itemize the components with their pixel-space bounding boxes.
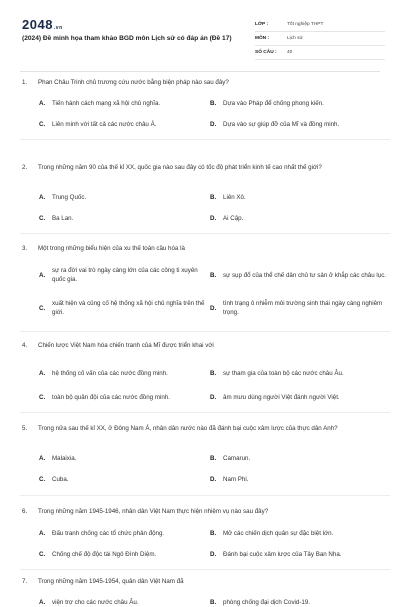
option-letter: D.: [210, 214, 217, 222]
option-a[interactable]: [39, 528, 209, 538]
option-letter: C.: [39, 214, 46, 222]
question-6: [22, 507, 390, 573]
option-letter: D.: [210, 393, 217, 401]
option-letter: A.: [39, 454, 46, 462]
worksheet-page: [10, 10, 390, 606]
header-divider: [20, 71, 380, 72]
option-b[interactable]: [210, 528, 388, 538]
question-text: Trong những năm 1945-1946, nhân dân Việt Nam thực hiện nhiệm vụ nào sau đây?: [38, 508, 269, 515]
option-letter: A.: [39, 271, 46, 279]
option-letter: C.: [39, 304, 46, 312]
option-text: âm mưu dùng người Việt đánh người Việt.: [223, 393, 340, 401]
question-text: Trong nửa sau thế kỉ XX, ở Đông Nam Á, nhân dân nước nào đã đánh bại cuộc xâm lược của thực dân Anh?: [38, 425, 338, 432]
option-c[interactable]: [39, 549, 209, 559]
question-number: 7.: [22, 578, 28, 585]
meta-row-question-count: [255, 46, 385, 60]
document-header: [10, 10, 390, 68]
option-letter: B.: [210, 529, 217, 537]
question-4: [22, 341, 390, 416]
option-b[interactable]: [210, 453, 388, 463]
option-a[interactable]: [39, 363, 209, 383]
question-divider: [20, 139, 390, 140]
option-letter: D.: [210, 550, 217, 558]
option-letter: A.: [39, 529, 46, 537]
option-d[interactable]: [210, 298, 388, 318]
site-logo[interactable]: [22, 17, 63, 32]
option-d[interactable]: [210, 213, 388, 223]
option-letter: B.: [210, 193, 217, 201]
option-c[interactable]: [39, 474, 209, 484]
question-5: [22, 424, 390, 500]
option-text: toàn bộ quân đội của các nước đồng minh.: [52, 393, 170, 401]
option-text: Liên minh với tất cả các nước châu Á.: [52, 120, 157, 128]
option-a[interactable]: [39, 265, 207, 285]
question-number: 1.: [22, 79, 28, 86]
option-text: Mở các chiến dịch quân sự đặc biệt lớn.: [223, 529, 334, 537]
question-number: 3.: [22, 245, 28, 252]
option-letter: D.: [210, 475, 217, 483]
option-letter: A.: [39, 369, 46, 377]
option-text: Đánh bại cuộc xâm lược của Tây Ban Nha.: [223, 550, 342, 558]
question-divider: [20, 331, 390, 332]
option-text: xuất hiện và củng cố hệ thống xã hội chủ nghĩa trên thế giới.: [52, 300, 205, 316]
option-a[interactable]: [39, 597, 209, 607]
option-text: Camarun.: [223, 454, 251, 462]
option-text: Đấu tranh chống các tổ chức phản động.: [52, 529, 165, 537]
question-divider: [20, 412, 390, 413]
logo-suffix: .vn: [53, 25, 63, 31]
meta-value: 40: [287, 50, 293, 55]
option-text: sự ra đời vai trò ngày càng lớn của các công ti xuyên quốc gia.: [52, 267, 198, 283]
option-letter: C.: [39, 550, 46, 558]
question-stem: [22, 78, 390, 87]
question-divider: [20, 569, 390, 570]
meta-value: Tốt nghiệp THPT: [287, 22, 324, 27]
question-stem: [22, 341, 390, 350]
option-text: Chống chế độ độc tài Ngô Đình Diệm.: [52, 550, 157, 558]
question-text: Một trong những biểu hiện của xu thế toàn cầu hóa là: [38, 245, 185, 252]
option-letter: C.: [39, 393, 46, 401]
question-number: 5.: [22, 425, 28, 432]
option-letter: A.: [39, 193, 46, 201]
option-b[interactable]: [210, 192, 388, 202]
question-2: [22, 163, 390, 237]
question-1: [22, 78, 390, 142]
option-text: phòng chống đại dịch Covid-19.: [223, 598, 311, 606]
question-stem: [22, 163, 390, 172]
option-letter: C.: [39, 475, 46, 483]
option-letter: B.: [210, 598, 217, 606]
option-text: viện trợ cho các nước châu Âu.: [52, 598, 139, 606]
option-letter: B.: [210, 99, 217, 107]
question-text: Phan Châu Trinh chủ trương cứu nước bằng biện pháp nào sau đây?: [38, 79, 229, 86]
question-text: Trong những năm 90 của thế kỉ XX, quốc gia nào sau đây có tốc độ phát triển kinh tế cao nhất thế giới?: [38, 164, 322, 171]
option-b[interactable]: [210, 363, 388, 383]
question-7: [22, 577, 390, 607]
option-a[interactable]: [39, 192, 209, 202]
question-divider: [20, 495, 390, 496]
option-c[interactable]: [39, 298, 207, 318]
question-stem: [22, 577, 390, 586]
option-text: Tiến hành cách mạng xã hội chủ nghĩa.: [52, 99, 161, 107]
option-c[interactable]: [39, 392, 209, 402]
option-b[interactable]: [210, 597, 388, 607]
question-stem: [22, 244, 390, 253]
option-a[interactable]: [39, 98, 209, 108]
option-text: Ai Cập.: [223, 214, 244, 222]
option-b[interactable]: [210, 265, 388, 285]
option-text: sự sụp đổ của thể chế dân chủ tư sản ở khắp các châu lục.: [223, 271, 387, 279]
question-3: [22, 244, 390, 336]
option-text: hệ thống cố vấn của các nước đồng minh.: [52, 369, 168, 377]
option-letter: B.: [210, 271, 217, 279]
option-text: Dựa vào sự giúp đỡ của Mĩ và đồng minh.: [223, 120, 340, 128]
option-text: sự tham gia của toàn bộ các nước châu Âu.: [223, 369, 344, 377]
option-letter: B.: [210, 369, 217, 377]
option-d[interactable]: [210, 392, 388, 402]
question-number: 6.: [22, 508, 28, 515]
option-b[interactable]: [210, 98, 388, 108]
option-letter: A.: [39, 99, 46, 107]
meta-value: Lịch sử: [287, 36, 303, 41]
option-d[interactable]: [210, 119, 388, 129]
meta-row-subject: [255, 32, 385, 46]
option-text: Ba Lan.: [52, 214, 74, 222]
question-text: Chiến lược Việt Nam hóa chiến tranh của Mĩ được triển khai với: [38, 342, 214, 349]
option-d[interactable]: [210, 549, 388, 559]
logo-main: 2048: [22, 17, 53, 32]
option-text: Trung Quốc.: [52, 193, 87, 201]
option-letter: C.: [39, 120, 46, 128]
option-text: Malaixia.: [52, 454, 77, 462]
meta-row-class: [255, 18, 385, 32]
meta-label: LỚP :: [255, 22, 269, 27]
question-stem: [22, 424, 390, 433]
question-stem: [22, 507, 390, 516]
document-meta: [255, 18, 385, 60]
option-letter: D.: [210, 304, 217, 312]
meta-label: SỐ CÂU :: [255, 50, 277, 55]
document-title: (2024) Đề minh họa tham khảo BGD môn Lịch sử có đáp án (Đề 17): [22, 35, 232, 42]
question-divider: [20, 233, 390, 234]
option-letter: B.: [210, 454, 217, 462]
meta-label: MÔN :: [255, 36, 270, 41]
question-number: 4.: [22, 342, 28, 349]
option-text: Cuba.: [52, 475, 69, 483]
question-text: Trong những năm 1945-1954, quân dân Việt Nam đã: [38, 578, 184, 585]
question-number: 2.: [22, 164, 28, 171]
option-text: tình trạng ô nhiễm môi trường sinh thái ngày càng nghiêm trọng.: [223, 300, 383, 316]
option-c[interactable]: [39, 213, 209, 223]
option-letter: D.: [210, 120, 217, 128]
option-a[interactable]: [39, 453, 209, 463]
option-d[interactable]: [210, 474, 388, 484]
option-c[interactable]: [39, 119, 209, 129]
option-letter: A.: [39, 598, 46, 606]
option-text: Dựa vào Pháp để chống phong kiến.: [223, 99, 324, 107]
option-text: Nam Phi.: [223, 475, 249, 483]
option-text: Liên Xô.: [223, 193, 246, 201]
